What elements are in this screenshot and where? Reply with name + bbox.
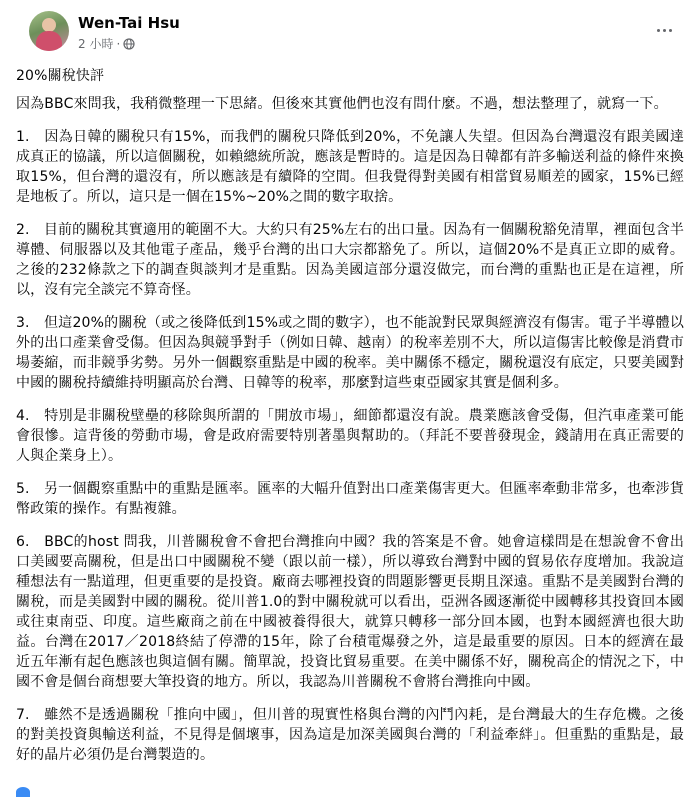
post-point: 1. 因為日韓的關稅只有15%，而我們的關稅只降低到20%，不免讓人失望。但因為台灣還沒有跟美國達成真正的協議，所以這個關稅，如賴總統所說，應該是暫時的。這是因為日韓都有許多輸送利益的條件來換取15%，但台灣的還沒有，所以應該是有續降的空間。但我覺得對美國有相當貿易順差的國家，15%已經是地板了。所以，這只是一個在15%~20%之間的數字取捨。 [16,129,684,205]
post-point: 2. 目前的關稅其實適用的範圍不大。大約只有25%左右的出口量。因為有一個關稅豁免清單，裡面包含半導體、伺服器以及其他電子產品，幾乎台灣的出口大宗都豁免了。所以，這個20%不是真正立即的威脅。之後的232條款之下的調查與談判才是重點。因為美國這部分還沒做完，而台灣的重點也正是在這裡，所以，沒有完全談完不算奇怪。 [16,222,684,298]
post-intro: 因為BBC來問我，我稍微整理一下思緒。但後來其實他們也沒有問什麼。不過，想法整理了，就寫一下。 [16,96,668,112]
post-body [16,66,684,765]
meta-separator: · [116,37,121,51]
post-point: 3. 但這20%的關稅（或之後降低到15%或之間的數字），也不能說對民眾與經濟沒有傷害。電子半導體以外的出口產業會受傷。但因為與競爭對手（例如日韓、越南）的稅率差別不大，所以這傷害比較像是消費市場萎縮，而非競爭劣勢。另外一個觀察重點是中國的稅率。美中關係不穩定，關稅還沒有底定，只要美國對中國的關稅持續維持明顯高於台灣、日韓等的稅率，那麼對這些東亞國家其實是個利多。 [16,315,684,391]
post-header [16,0,684,62]
author-name[interactable]: Wen-Tai Hsu [78,14,180,32]
globe-icon[interactable] [123,38,135,50]
post-title: 20%關稅快評 [16,68,105,84]
post-point: 7. 雖然不是透過關稅「推向中國」，但川普的現實性格與台灣的內鬥內耗，是台灣最大的生存危機。之後的對美投資與輸送利益，不見得是個壞事，因為這是加深美國與台灣的「利益牽絆」。但重點的重點是，最好的晶片必須仍是台灣製造的。 [16,707,684,763]
more-options-icon[interactable] [652,18,676,42]
avatar[interactable] [29,11,69,51]
post-point: 4. 特別是非關稅壁壘的移除與所謂的「開放市場」，細節都還沒有說。農業應該會受傷，但汽車產業可能會很慘。這背後的勞動市場，會是政府需要特別著墨與幫助的。（拜託不要普發現金，錢請用在真正需要的人與企業身上）。 [16,408,684,464]
post-time[interactable]: 2 小時 [78,37,114,51]
reaction-icon [16,787,30,797]
post-meta [78,36,135,52]
post-point: 5. 另一個觀察重點中的重點是匯率。匯率的大幅升值對出口產業傷害更大。但匯率牽動非常多，也牽涉貨幣政策的操作。有點複雜。 [16,481,684,517]
post-point: 6. BBC的host 問我，川普關稅會不會把台灣推向中國？我的答案是不會。她會這樣問是在想說會不會出口美國要高關稅，但是出口中國關稅不變（跟以前一樣），所以導致台灣對中國的貿易依存度增加。我說這種想法有一點道理，但更重要的是投資。廠商去哪裡投資的問題影響更長期且深遠。重點不是美國對台灣的關稅，而是美國對中國的關稅。從川普1.0的對中關稅就可以看出，亞洲各國逐漸從中國轉移其投資回本國或往東南亞、印度。這些廠商之前在中國被養得很大，就算只轉移一部分回本國，也對本國經濟也很大助益。台灣在2017／2018終結了停滯的15年，除了台積電爆發之外，這是最重要的原因。日本的經濟在最近五年漸有起色應該也與這個有關。簡單說，投資比貿易重要。在美中關係不好，關稅高企的情況之下，中國不會是個台商想要大筆投資的地方。所以，我認為川普關稅不會將台灣推向中國。 [16,534,684,690]
